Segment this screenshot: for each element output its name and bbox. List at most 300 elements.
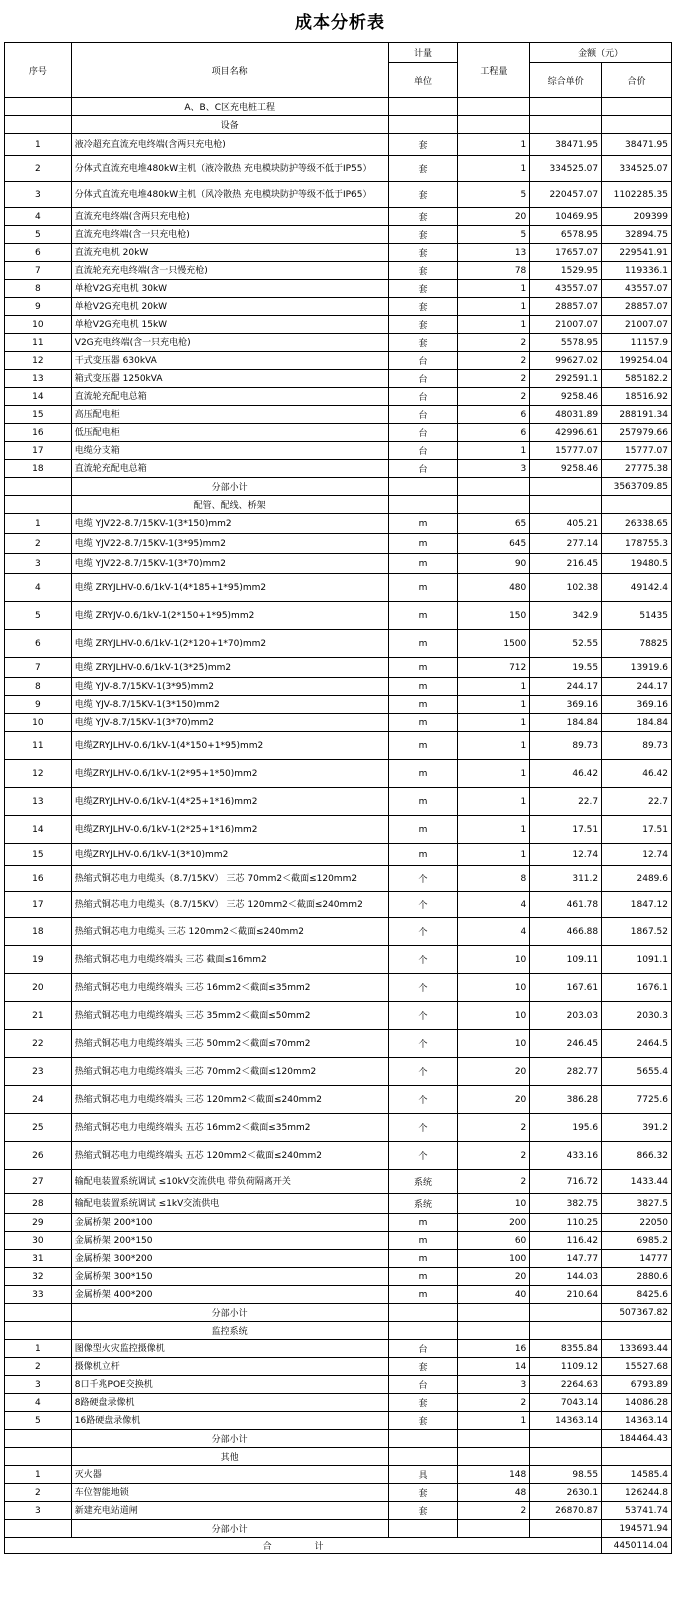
row-quantity: 5 [458, 182, 530, 208]
row-unit: 个 [388, 1142, 458, 1170]
row-seq: 1 [5, 1340, 72, 1358]
table-row [5, 574, 672, 602]
table-row [5, 696, 672, 714]
row-total: 32894.75 [602, 226, 672, 244]
row-seq: 23 [5, 1058, 72, 1086]
row-quantity: 712 [458, 658, 530, 678]
row-item-name: 直流轮充充电终端(含一只慢充枪) [71, 262, 388, 280]
row-seq: 21 [5, 1002, 72, 1030]
row-unit-price: 277.14 [530, 534, 602, 554]
row-quantity: 10 [458, 946, 530, 974]
row-item-name: 电缆 YJV-8.7/15KV-1(3*150)mm2 [71, 696, 388, 714]
row-unit: 套 [388, 244, 458, 262]
row-item-name: 单枪V2G充电机 30kW [71, 280, 388, 298]
row-unit-price: 46.42 [530, 760, 602, 788]
row-total: 288191.34 [602, 406, 672, 424]
table-row [5, 156, 672, 182]
row-seq: 17 [5, 442, 72, 460]
table-row [5, 280, 672, 298]
table-row [5, 1030, 672, 1058]
row-total: 18516.92 [602, 388, 672, 406]
row-unit: 套 [388, 1394, 458, 1412]
row-item-name: 高压配电柜 [71, 406, 388, 424]
row-total: 15527.68 [602, 1358, 672, 1376]
table-row [5, 788, 672, 816]
table-row [5, 134, 672, 156]
section-empty-cell [458, 116, 530, 134]
row-unit-price: 110.25 [530, 1214, 602, 1232]
row-quantity: 16 [458, 1340, 530, 1358]
table-row [5, 316, 672, 334]
header-quantity: 工程量 [458, 43, 530, 98]
table-row [5, 1086, 672, 1114]
section-empty-cell [530, 116, 602, 134]
row-unit-price: 195.6 [530, 1114, 602, 1142]
table-row [5, 1250, 672, 1268]
subtotal-empty-cell [388, 478, 458, 496]
row-unit: 台 [388, 442, 458, 460]
row-quantity: 1 [458, 714, 530, 732]
header-total: 合价 [602, 63, 672, 98]
row-total: 19480.5 [602, 554, 672, 574]
row-unit: 系统 [388, 1170, 458, 1194]
row-total: 17.51 [602, 816, 672, 844]
row-seq: 18 [5, 918, 72, 946]
row-total: 585182.2 [602, 370, 672, 388]
subtotal-label: 分部小计 [71, 1430, 388, 1448]
row-unit-price: 102.38 [530, 574, 602, 602]
cost-analysis-table [4, 42, 672, 1554]
table-row [5, 1484, 672, 1502]
row-total: 1847.12 [602, 892, 672, 918]
row-seq: 16 [5, 866, 72, 892]
row-quantity: 2 [458, 334, 530, 352]
row-total: 1102285.35 [602, 182, 672, 208]
table-row [5, 1412, 672, 1430]
row-seq: 10 [5, 316, 72, 334]
row-unit: m [388, 602, 458, 630]
row-quantity: 20 [458, 1086, 530, 1114]
row-unit-price: 26870.87 [530, 1502, 602, 1520]
table-row [5, 658, 672, 678]
subtotal-row [5, 478, 672, 496]
row-unit: 套 [388, 280, 458, 298]
row-seq: 6 [5, 244, 72, 262]
subtotal-row [5, 1430, 672, 1448]
row-unit: 台 [388, 460, 458, 478]
section-empty-cell [388, 116, 458, 134]
row-unit-price: 109.11 [530, 946, 602, 974]
row-unit-price: 10469.95 [530, 208, 602, 226]
table-row [5, 208, 672, 226]
row-unit: 套 [388, 1358, 458, 1376]
row-total: 126244.8 [602, 1484, 672, 1502]
row-unit: m [388, 630, 458, 658]
row-item-name: 金属桥架 200*100 [71, 1214, 388, 1232]
row-unit: m [388, 678, 458, 696]
row-quantity: 480 [458, 574, 530, 602]
row-quantity: 10 [458, 1002, 530, 1030]
subtotal-label: 分部小计 [71, 1304, 388, 1322]
section-title-row [5, 1322, 672, 1340]
row-unit-price: 2630.1 [530, 1484, 602, 1502]
row-unit: m [388, 816, 458, 844]
row-quantity: 1 [458, 316, 530, 334]
row-total: 22.7 [602, 788, 672, 816]
row-unit: 套 [388, 316, 458, 334]
row-quantity: 1 [458, 1412, 530, 1430]
row-seq: 13 [5, 370, 72, 388]
row-quantity: 5 [458, 226, 530, 244]
subtotal-empty-cell [458, 1520, 530, 1538]
row-seq: 28 [5, 1194, 72, 1214]
empty-cell [5, 1322, 72, 1340]
row-unit: 个 [388, 1002, 458, 1030]
header-row-1 [5, 43, 672, 63]
row-item-name: 电缆ZRYJLHV-0.6/1kV-1(2*25+1*16)mm2 [71, 816, 388, 844]
row-item-name: 电缆ZRYJLHV-0.6/1kV-1(2*95+1*50)mm2 [71, 760, 388, 788]
empty-cell [5, 1448, 72, 1466]
table-row [5, 1376, 672, 1394]
row-unit-price: 98.55 [530, 1466, 602, 1484]
row-total: 334525.07 [602, 156, 672, 182]
table-row [5, 1340, 672, 1358]
row-seq: 9 [5, 696, 72, 714]
row-seq: 15 [5, 844, 72, 866]
row-seq: 7 [5, 262, 72, 280]
row-seq: 10 [5, 714, 72, 732]
row-seq: 12 [5, 352, 72, 370]
section-empty-cell [388, 1322, 458, 1340]
row-unit: 系统 [388, 1194, 458, 1214]
row-unit: m [388, 788, 458, 816]
row-item-name: 电缆 ZRYJLHV-0.6/1kV-1(4*185+1*95)mm2 [71, 574, 388, 602]
row-item-name: 电缆 YJV22-8.7/15KV-1(3*95)mm2 [71, 534, 388, 554]
row-unit-price: 2264.63 [530, 1376, 602, 1394]
table-row [5, 442, 672, 460]
row-total: 89.73 [602, 732, 672, 760]
row-quantity: 2 [458, 1142, 530, 1170]
subtotal-label: 分部小计 [71, 1520, 388, 1538]
row-unit-price: 19.55 [530, 658, 602, 678]
table-row [5, 1466, 672, 1484]
row-unit: m [388, 1232, 458, 1250]
row-quantity: 1 [458, 298, 530, 316]
table-row [5, 602, 672, 630]
table-row [5, 334, 672, 352]
row-total: 209399 [602, 208, 672, 226]
row-seq: 1 [5, 514, 72, 534]
row-quantity: 2 [458, 388, 530, 406]
row-seq: 2 [5, 156, 72, 182]
row-total: 14086.28 [602, 1394, 672, 1412]
row-unit: 套 [388, 208, 458, 226]
subtotal-empty-cell [458, 1304, 530, 1322]
row-unit: 台 [388, 388, 458, 406]
row-seq: 16 [5, 424, 72, 442]
subtotal-value: 194571.94 [602, 1520, 672, 1538]
row-quantity: 1 [458, 156, 530, 182]
row-item-name: 电缆 YJV-8.7/15KV-1(3*95)mm2 [71, 678, 388, 696]
row-item-name: 输配电装置系统调试 ≤1kV交流供电 [71, 1194, 388, 1214]
header-unit-price: 综合单价 [530, 63, 602, 98]
row-unit: 套 [388, 182, 458, 208]
subtotal-value: 507367.82 [602, 1304, 672, 1322]
row-quantity: 150 [458, 602, 530, 630]
row-quantity: 1 [458, 678, 530, 696]
table-row [5, 892, 672, 918]
row-total: 391.2 [602, 1114, 672, 1142]
row-unit-price: 89.73 [530, 732, 602, 760]
row-item-name: 电缆 ZRYJLHV-0.6/1kV-1(3*25)mm2 [71, 658, 388, 678]
header-amount: 金额（元） [530, 43, 672, 63]
row-unit: m [388, 534, 458, 554]
row-quantity: 65 [458, 514, 530, 534]
row-item-name: 分体式直流充电堆480kW主机（液冷散热 充电模块防护等级不低于IP55） [71, 156, 388, 182]
section-title: 其他 [71, 1448, 388, 1466]
table-row [5, 1358, 672, 1376]
row-quantity: 20 [458, 208, 530, 226]
row-seq: 33 [5, 1286, 72, 1304]
grand-total-row [5, 1538, 672, 1554]
row-unit: 个 [388, 1030, 458, 1058]
row-total: 1091.1 [602, 946, 672, 974]
table-row [5, 1114, 672, 1142]
row-total: 7725.6 [602, 1086, 672, 1114]
row-unit: 个 [388, 1114, 458, 1142]
row-unit-price: 466.88 [530, 918, 602, 946]
row-unit: 个 [388, 892, 458, 918]
row-seq: 24 [5, 1086, 72, 1114]
row-item-name: 直流充电终端(含一只充电枪) [71, 226, 388, 244]
table-row [5, 262, 672, 280]
section-empty-cell [458, 1448, 530, 1466]
row-seq: 15 [5, 406, 72, 424]
row-unit: 套 [388, 298, 458, 316]
section-empty-cell [458, 1322, 530, 1340]
row-total: 22050 [602, 1214, 672, 1232]
table-row [5, 352, 672, 370]
row-unit-price: 282.77 [530, 1058, 602, 1086]
row-item-name: 箱式变压器 1250kVA [71, 370, 388, 388]
row-item-name: 热缩式铜芯电力电缆终端头 三芯 120mm2＜截面≤240mm2 [71, 1086, 388, 1114]
row-seq: 8 [5, 678, 72, 696]
row-unit: 套 [388, 156, 458, 182]
table-row [5, 1142, 672, 1170]
row-item-name: 电缆 ZRYJLHV-0.6/1kV-1(2*120+1*70)mm2 [71, 630, 388, 658]
row-unit-price: 43557.07 [530, 280, 602, 298]
table-row [5, 866, 672, 892]
row-item-name: 金属桥架 400*200 [71, 1286, 388, 1304]
row-unit-price: 15777.07 [530, 442, 602, 460]
row-item-name: 电缆ZRYJLHV-0.6/1kV-1(4*25+1*16)mm2 [71, 788, 388, 816]
row-item-name: 金属桥架 200*150 [71, 1232, 388, 1250]
row-seq: 5 [5, 1412, 72, 1430]
table-row [5, 1268, 672, 1286]
table-row [5, 406, 672, 424]
subtotal-empty-cell [388, 1430, 458, 1448]
row-total: 2030.3 [602, 1002, 672, 1030]
row-quantity: 3 [458, 460, 530, 478]
row-seq: 3 [5, 554, 72, 574]
row-unit-price: 1109.12 [530, 1358, 602, 1376]
row-unit-price: 17.51 [530, 816, 602, 844]
row-total: 2880.6 [602, 1268, 672, 1286]
section-title-row [5, 116, 672, 134]
row-unit: m [388, 714, 458, 732]
row-seq: 3 [5, 1376, 72, 1394]
row-seq: 5 [5, 226, 72, 244]
row-quantity: 645 [458, 534, 530, 554]
project-empty-cell [458, 98, 530, 116]
row-item-name: 热缩式铜芯电力电缆终端头 三芯 截面≤16mm2 [71, 946, 388, 974]
row-quantity: 1 [458, 816, 530, 844]
subtotal-empty-cell [530, 1304, 602, 1322]
row-total: 14585.4 [602, 1466, 672, 1484]
row-seq: 22 [5, 1030, 72, 1058]
row-unit: 台 [388, 406, 458, 424]
table-row [5, 1194, 672, 1214]
row-total: 2489.6 [602, 866, 672, 892]
row-item-name: 电缆 YJV22-8.7/15KV-1(3*150)mm2 [71, 514, 388, 534]
row-unit-price: 369.16 [530, 696, 602, 714]
section-empty-cell [602, 1322, 672, 1340]
row-seq: 7 [5, 658, 72, 678]
section-empty-cell [388, 1448, 458, 1466]
row-total: 53741.74 [602, 1502, 672, 1520]
row-total: 38471.95 [602, 134, 672, 156]
row-seq: 2 [5, 1358, 72, 1376]
subtotal-empty-cell [388, 1520, 458, 1538]
row-quantity: 60 [458, 1232, 530, 1250]
table-row [5, 1394, 672, 1412]
row-seq: 3 [5, 182, 72, 208]
table-row [5, 974, 672, 1002]
row-unit-price: 5578.95 [530, 334, 602, 352]
table-row [5, 1502, 672, 1520]
row-quantity: 2 [458, 1394, 530, 1412]
header-unit: 单位 [388, 63, 458, 98]
row-unit: 台 [388, 370, 458, 388]
row-unit: 台 [388, 424, 458, 442]
row-item-name: 热缩式铜芯电力电缆终端头 三芯 50mm2＜截面≤70mm2 [71, 1030, 388, 1058]
row-unit: 个 [388, 866, 458, 892]
row-quantity: 2 [458, 1114, 530, 1142]
row-item-name: 8口千兆POE交换机 [71, 1376, 388, 1394]
row-seq: 4 [5, 574, 72, 602]
section-title: 配管、配线、桥架 [71, 496, 388, 514]
row-item-name: 电缆ZRYJLHV-0.6/1kV-1(3*10)mm2 [71, 844, 388, 866]
section-empty-cell [458, 496, 530, 514]
row-seq: 14 [5, 816, 72, 844]
row-total: 229541.91 [602, 244, 672, 262]
table-row [5, 244, 672, 262]
row-total: 13919.6 [602, 658, 672, 678]
row-unit-price: 386.28 [530, 1086, 602, 1114]
row-total: 28857.07 [602, 298, 672, 316]
row-quantity: 90 [458, 554, 530, 574]
row-item-name: 热缩式铜芯电力电缆终端头 五芯 120mm2＜截面≤240mm2 [71, 1142, 388, 1170]
row-item-name: 8路硬盘录像机 [71, 1394, 388, 1412]
empty-cell [5, 98, 72, 116]
row-unit-price: 382.75 [530, 1194, 602, 1214]
row-total: 6793.89 [602, 1376, 672, 1394]
row-total: 1867.52 [602, 918, 672, 946]
row-unit-price: 116.42 [530, 1232, 602, 1250]
row-quantity: 2 [458, 1502, 530, 1520]
row-item-name: 电缆 YJV-8.7/15KV-1(3*70)mm2 [71, 714, 388, 732]
row-quantity: 2 [458, 352, 530, 370]
empty-cell [5, 116, 72, 134]
row-seq: 2 [5, 534, 72, 554]
row-seq: 2 [5, 1484, 72, 1502]
table-row [5, 1002, 672, 1030]
row-item-name: 热缩式铜芯电力电缆终端头 三芯 16mm2＜截面≤35mm2 [71, 974, 388, 1002]
row-unit-price: 17657.07 [530, 244, 602, 262]
table-row [5, 514, 672, 534]
subtotal-empty-cell [530, 478, 602, 496]
empty-cell [5, 1304, 72, 1322]
row-unit: 套 [388, 1412, 458, 1430]
row-total: 27775.38 [602, 460, 672, 478]
row-quantity: 6 [458, 406, 530, 424]
subtotal-row [5, 1304, 672, 1322]
row-item-name: 液冷超充直流充电终端(含两只充电枪) [71, 134, 388, 156]
section-empty-cell [530, 496, 602, 514]
row-item-name: 直流充电机 20kW [71, 244, 388, 262]
row-quantity: 10 [458, 1194, 530, 1214]
row-quantity: 1 [458, 442, 530, 460]
row-unit-price: 21007.07 [530, 316, 602, 334]
row-unit-price: 244.17 [530, 678, 602, 696]
row-unit-price: 8355.84 [530, 1340, 602, 1358]
subtotal-empty-cell [388, 1304, 458, 1322]
row-seq: 1 [5, 1466, 72, 1484]
row-total: 6985.2 [602, 1232, 672, 1250]
row-total: 51435 [602, 602, 672, 630]
row-unit-price: 22.7 [530, 788, 602, 816]
table-row [5, 424, 672, 442]
section-empty-cell [602, 1448, 672, 1466]
section-empty-cell [530, 1322, 602, 1340]
row-quantity: 1500 [458, 630, 530, 658]
row-unit-price: 292591.1 [530, 370, 602, 388]
row-item-name: 电缆ZRYJLHV-0.6/1kV-1(4*150+1*95)mm2 [71, 732, 388, 760]
table-row [5, 226, 672, 244]
row-total: 866.32 [602, 1142, 672, 1170]
row-item-name: 电缆分支箱 [71, 442, 388, 460]
row-unit-price: 246.45 [530, 1030, 602, 1058]
row-item-name: 热缩式铜芯电力电缆终端头 三芯 70mm2＜截面≤120mm2 [71, 1058, 388, 1086]
row-total: 14363.14 [602, 1412, 672, 1430]
table-row [5, 534, 672, 554]
row-unit-price: 405.21 [530, 514, 602, 534]
row-total: 14777 [602, 1250, 672, 1268]
row-unit: m [388, 732, 458, 760]
row-seq: 14 [5, 388, 72, 406]
section-empty-cell [602, 116, 672, 134]
row-seq: 27 [5, 1170, 72, 1194]
row-unit-price: 1529.95 [530, 262, 602, 280]
row-unit: 台 [388, 1340, 458, 1358]
row-total: 2464.5 [602, 1030, 672, 1058]
row-quantity: 20 [458, 1268, 530, 1286]
row-quantity: 200 [458, 1214, 530, 1232]
table-row [5, 844, 672, 866]
subtotal-row [5, 1520, 672, 1538]
row-item-name: 低压配电柜 [71, 424, 388, 442]
row-seq: 11 [5, 334, 72, 352]
